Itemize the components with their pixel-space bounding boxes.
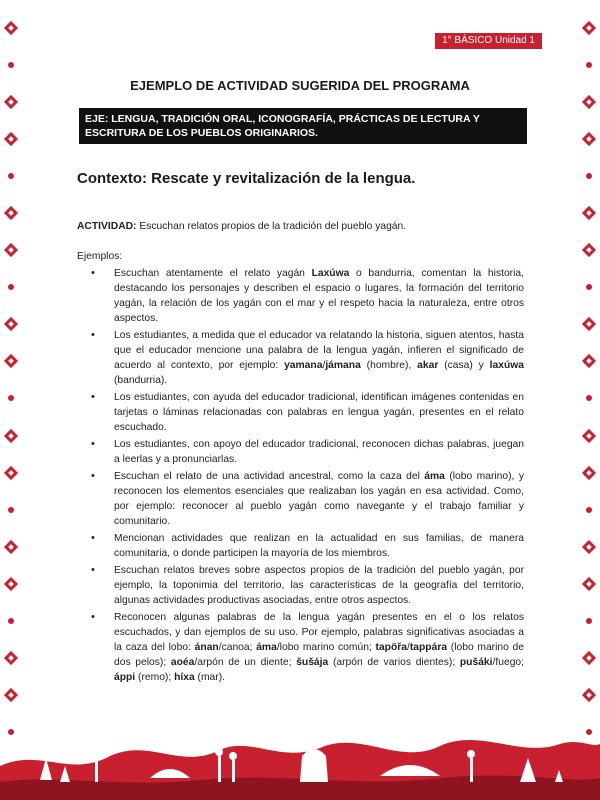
example-text: Los estudiantes, con ayuda del educador tradicional, identifican imágenes contenidas en tarjetas o láminas relacionadas con palabras en lengua yagán, presentes en el relato escuchado. xyxy=(114,392,524,433)
red-diamond-ornament-icon xyxy=(3,94,19,110)
red-diamond-ornament-icon xyxy=(581,131,597,147)
red-diamond-ornament-icon xyxy=(581,539,597,555)
red-diamond-ornament-icon xyxy=(581,94,597,110)
yagan-word: laxúwa xyxy=(489,360,524,371)
red-diamond-ornament-icon xyxy=(3,168,19,184)
red-diamond-ornament-icon xyxy=(3,131,19,147)
red-diamond-ornament-icon xyxy=(3,205,19,221)
red-diamond-ornament-icon xyxy=(3,613,19,629)
yagan-word: aoéa xyxy=(170,657,195,668)
red-diamond-ornament-icon xyxy=(581,57,597,73)
yagan-word: ánan xyxy=(194,642,219,653)
red-diamond-ornament-icon xyxy=(581,205,597,221)
yagan-word: tapöřa xyxy=(375,642,407,653)
red-diamond-ornament-icon xyxy=(581,465,597,481)
red-diamond-ornament-icon xyxy=(3,687,19,703)
example-text: (mar). xyxy=(194,672,225,683)
yagan-word: tappára xyxy=(409,642,448,653)
red-diamond-ornament-icon xyxy=(3,390,19,406)
example-item xyxy=(77,328,524,388)
right-ornament-border xyxy=(578,20,600,740)
yagan-word: šušája xyxy=(296,657,329,668)
red-diamond-ornament-icon xyxy=(581,20,597,36)
yagan-word: híxa xyxy=(174,672,195,683)
red-diamond-ornament-icon xyxy=(581,428,597,444)
page-title: EJEMPLO DE ACTIVIDAD SUGERIDA DEL PROGRAMA xyxy=(130,78,470,93)
example-text: Los estudiantes, a medida que el educador va relatando la historia, siguen atentos, hasta que el educador mencione una palabra de la lengua yagán, infieren el significado de acuerdo al contexto, por ejemplo: xyxy=(114,330,524,371)
example-text: Escuchan atentamente el relato yagán xyxy=(114,268,312,279)
red-diamond-ornament-icon xyxy=(3,502,19,518)
left-ornament-border xyxy=(0,20,22,740)
example-text: / xyxy=(406,642,410,653)
example-item xyxy=(77,469,524,529)
example-item xyxy=(77,563,524,608)
example-text: Escuchan relatos breves sobre aspectos propios de la tradición del pueblo yagán, por ejemplo, la toponimia del territorio, las características de la geografía del territorio, algunas actividades productivas asociadas, entre otros aspectos. xyxy=(114,565,524,606)
example-text: Mencionan actividades que realizan en la actualidad en sus familias, de manera comunitaria, o donde participen la mayoría de los miembros. xyxy=(114,533,524,559)
yagan-word: áppi xyxy=(114,672,136,683)
example-item xyxy=(77,531,524,561)
activity-content xyxy=(77,219,524,687)
example-text: /lobo marino común; xyxy=(276,642,376,653)
red-diamond-ornament-icon xyxy=(3,539,19,555)
example-text: (hombre), xyxy=(360,360,418,371)
red-diamond-ornament-icon xyxy=(581,316,597,332)
red-diamond-ornament-icon xyxy=(3,428,19,444)
yagan-word: áma xyxy=(424,471,445,482)
footer-landscape-illustration xyxy=(0,708,600,800)
red-diamond-ornament-icon xyxy=(581,168,597,184)
red-diamond-ornament-icon xyxy=(581,687,597,703)
example-text: (casa) y xyxy=(438,360,490,371)
context-heading: Contexto: Rescate y revitalización de la lengua. xyxy=(77,170,416,187)
yagan-word: akar xyxy=(417,360,439,371)
red-diamond-ornament-icon xyxy=(581,502,597,518)
red-diamond-ornament-icon xyxy=(3,650,19,666)
yagan-word: pušáki xyxy=(459,657,493,668)
red-diamond-ornament-icon xyxy=(3,57,19,73)
example-item xyxy=(77,390,524,435)
yagan-word: yamana xyxy=(284,360,323,371)
example-text: (lobo marino de dos pelos); xyxy=(114,642,525,668)
activity-label: ACTIVIDAD: xyxy=(77,221,137,232)
example-text: (arpón de varios dientes); xyxy=(328,657,460,668)
red-diamond-ornament-icon xyxy=(581,650,597,666)
red-diamond-ornament-icon xyxy=(3,353,19,369)
example-text: Escuchan el relato de una actividad ancestral, como la caza del xyxy=(114,471,425,482)
examples-list xyxy=(77,266,524,685)
red-diamond-ornament-icon xyxy=(3,316,19,332)
example-text: /fuego; xyxy=(492,657,525,668)
yagan-word: jámana xyxy=(325,360,361,371)
red-diamond-ornament-icon xyxy=(3,242,19,258)
axis-banner: EJE: LENGUA, TRADICIÓN ORAL, ICONOGRAFÍA, PRÁCTICAS DE LECTURA Y ESCRITURA DE LOS PUEBLOS ORIGINARIOS. xyxy=(79,108,527,144)
red-diamond-ornament-icon xyxy=(3,20,19,36)
example-text: Reconocen algunas palabras de la lengua yagán presentes en el o los relatos escuchados, y dan ejemplos de su uso. Por ejemplo, palabras significativas asociadas a la caza del lobo: xyxy=(114,612,524,653)
red-diamond-ornament-icon xyxy=(3,465,19,481)
example-text: /arpón de un diente; xyxy=(194,657,297,668)
red-diamond-ornament-icon xyxy=(3,279,19,295)
red-diamond-ornament-icon xyxy=(581,576,597,592)
yagan-word: áma xyxy=(256,642,277,653)
red-diamond-ornament-icon xyxy=(581,279,597,295)
example-text: /canoa; xyxy=(218,642,257,653)
example-text: Los estudiantes, con apoyo del educador tradicional, reconocen dichas palabras, juegan a leerlas y a pronunciarlas. xyxy=(114,439,524,465)
activity-line xyxy=(77,219,524,234)
red-diamond-ornament-icon xyxy=(581,390,597,406)
yagan-word: Laxúwa xyxy=(311,268,350,279)
unit-badge: 1° BÁSICO Unidad 1 xyxy=(435,33,542,49)
activity-text: Escuchan relatos propios de la tradición del pueblo yagán. xyxy=(136,221,407,232)
example-text: (bandurria). xyxy=(114,375,168,386)
example-item xyxy=(77,266,524,326)
example-text: (lobo marino), y reconocen los elementos esenciales que realizaban los yagán en esa actividad. Como, por ejemplo: reconocer al pueblo yagán como navegante y el trabajo familiar y comunitario. xyxy=(114,471,524,527)
red-diamond-ornament-icon xyxy=(581,613,597,629)
red-diamond-ornament-icon xyxy=(581,242,597,258)
example-text: o bandurria, comentan la historia, destacando los personajes y describen el espacio o lugares, la formación del territorio yagán, la relación de los yagán con el mar y el respeto hacia la naturaleza, entre otros aspectos. xyxy=(114,268,524,324)
red-diamond-ornament-icon xyxy=(3,576,19,592)
red-diamond-ornament-icon xyxy=(581,353,597,369)
example-item xyxy=(77,610,524,685)
example-text: (remo); xyxy=(135,672,175,683)
example-item xyxy=(77,437,524,467)
examples-label: Ejemplos: xyxy=(77,251,123,262)
example-text: / xyxy=(322,360,326,371)
